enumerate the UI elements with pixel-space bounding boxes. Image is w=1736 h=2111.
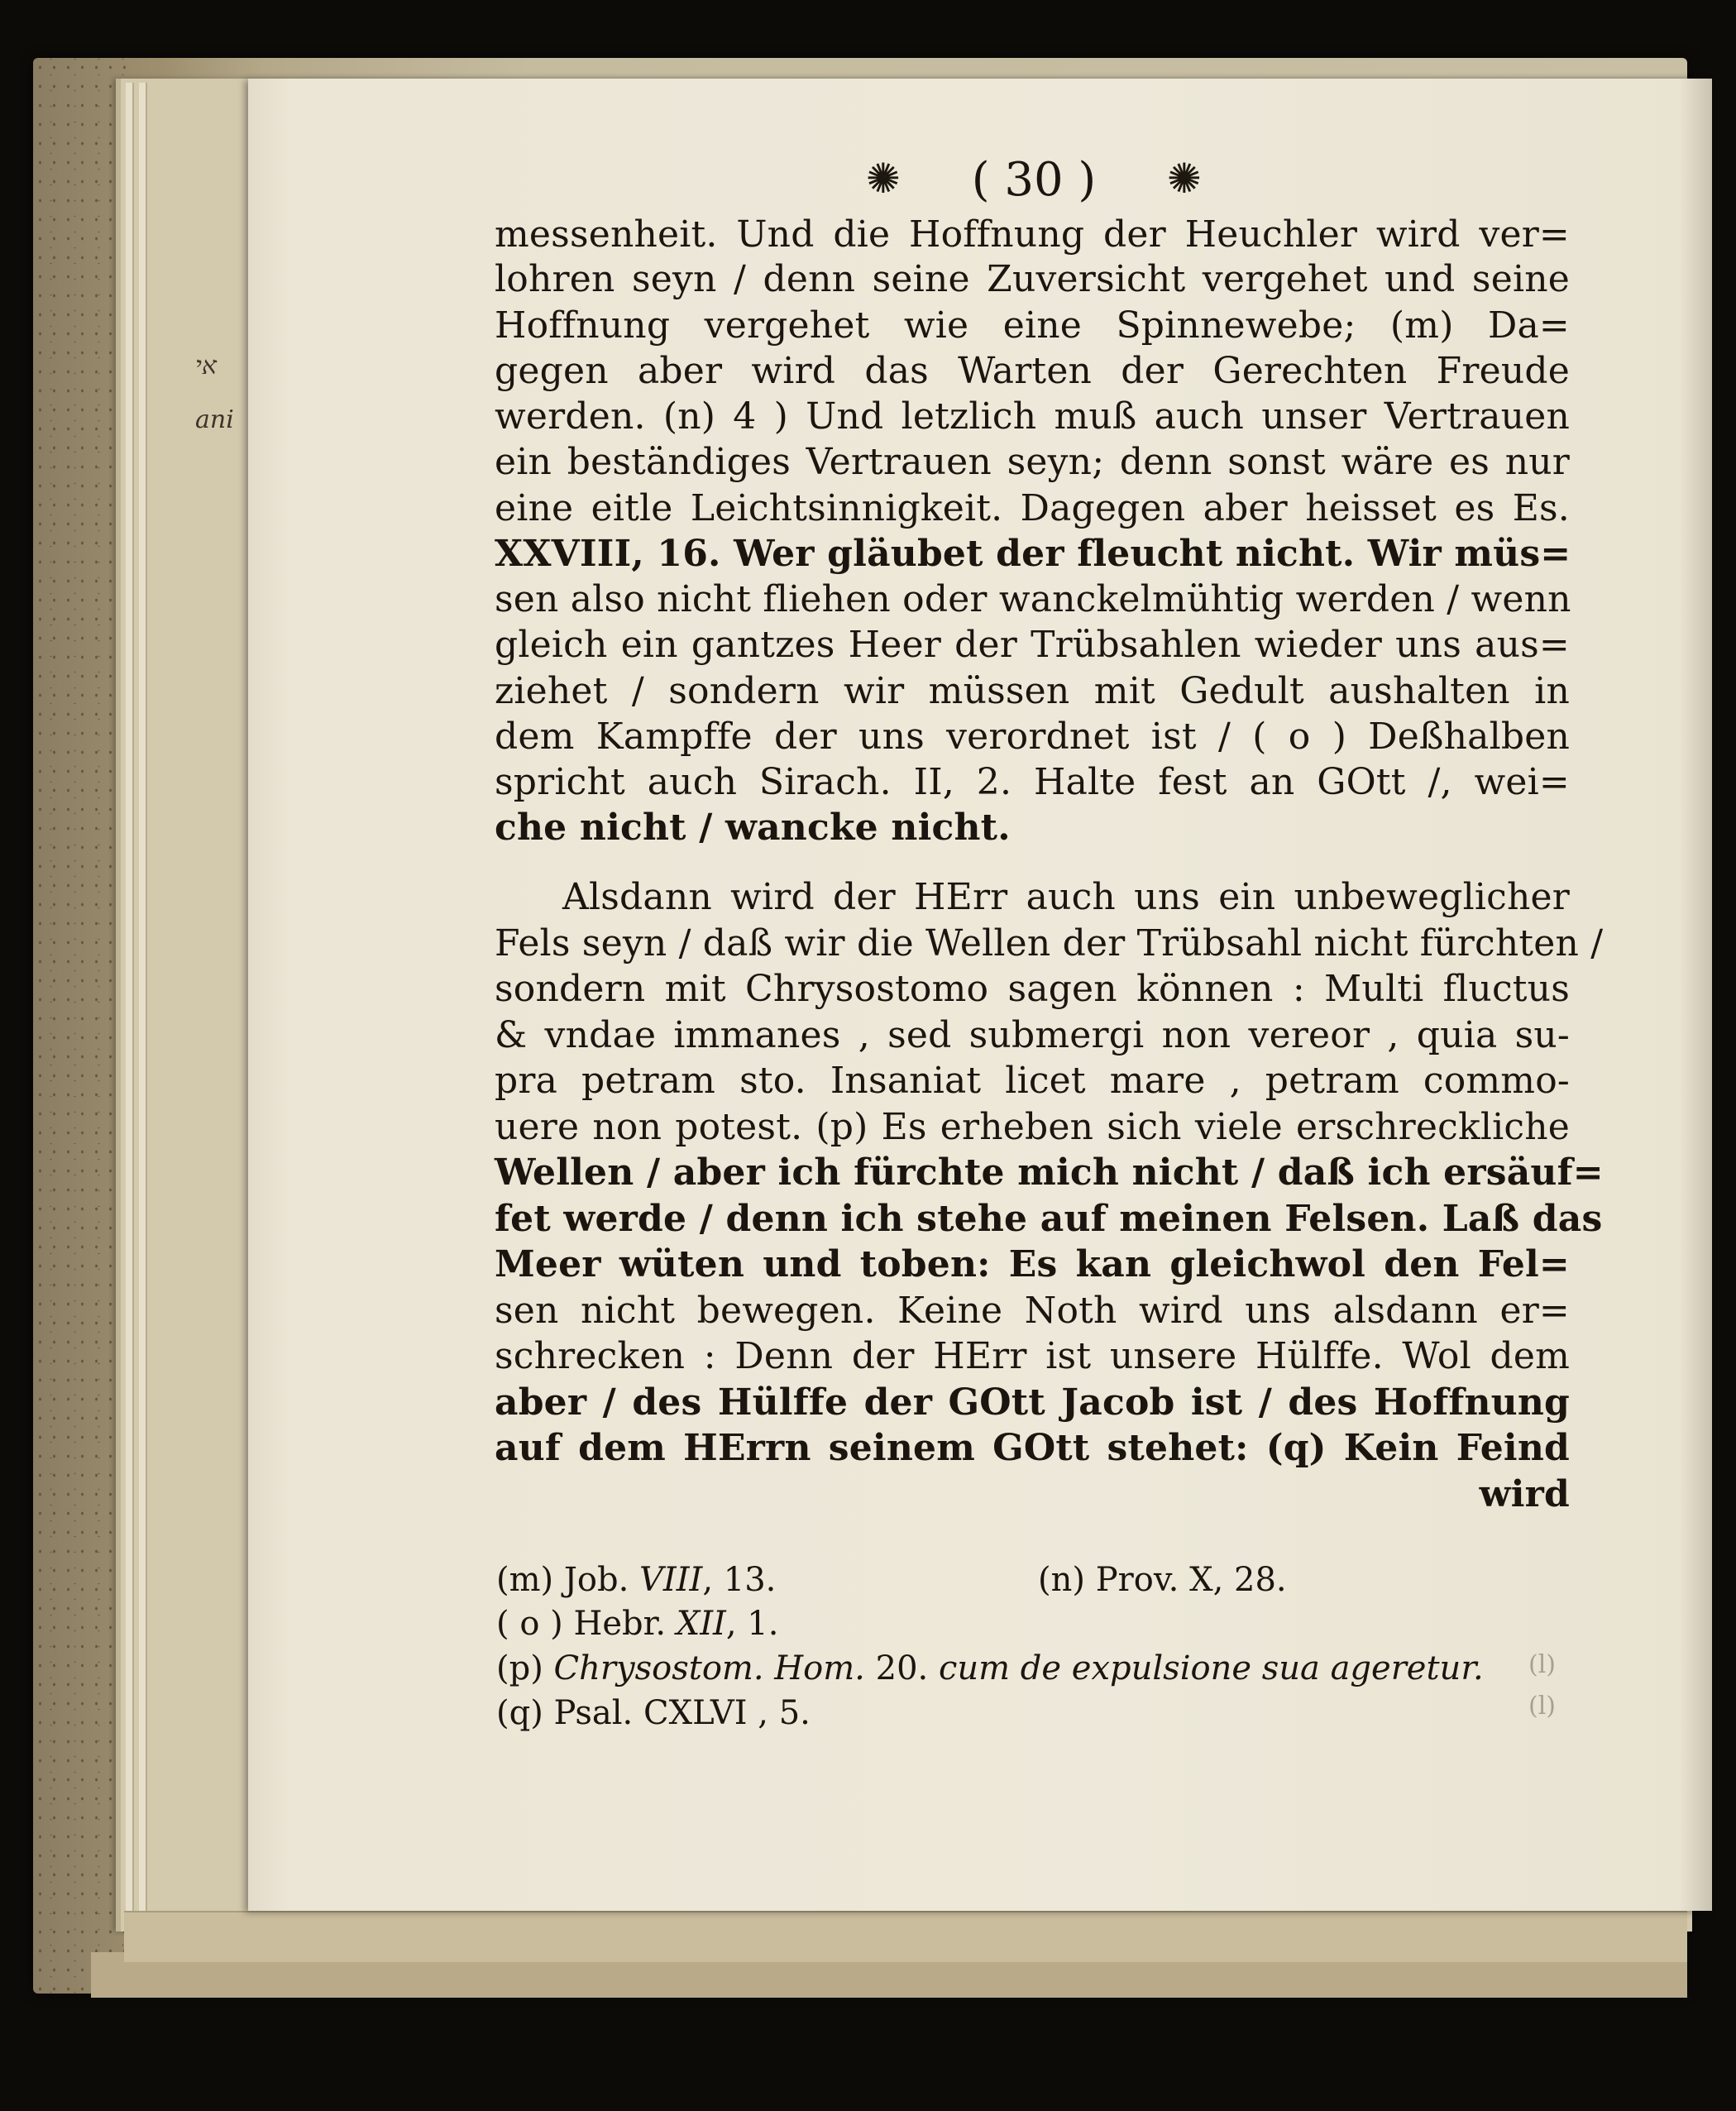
footnote-p — [496, 1648, 1484, 1689]
text-line: spricht auch Sirach. II, 2. Halte fest an GOtt /, wei= — [495, 761, 1570, 803]
text-line: Alsdann wird der HErr auch uns ein unbeweglicher — [562, 876, 1570, 918]
page-gutter-shadow — [1679, 79, 1712, 1911]
text-line: Wellen / aber ich fürchte mich nicht / daß ich ersäuf= — [495, 1151, 1604, 1194]
text-line: & vndae immanes , sed submergi non vereor , quia su- — [495, 1014, 1570, 1056]
catchword: wird — [1479, 1473, 1570, 1515]
text-line: eine eitle Leichtsinnigkeit. Dagegen aber heisset es Es. — [495, 487, 1570, 529]
footnote-q — [496, 1692, 811, 1734]
footnote-n — [1038, 1559, 1287, 1601]
footnote-number: 20. — [875, 1649, 929, 1687]
footnote-rest: , 1. — [725, 1605, 779, 1643]
text-line: che nicht / wancke nicht. — [495, 807, 1011, 849]
footnote-label: (m) — [496, 1561, 554, 1599]
footnote-label: (p) — [496, 1649, 543, 1687]
text-line: messenheit. Und die Hoffnung der Heuchler wird ver= — [495, 213, 1570, 256]
rosette-ornament-icon: ✺ — [866, 155, 901, 203]
text-line: uere non potest. (p) Es erheben sich viele erschreckliche — [495, 1106, 1570, 1148]
footnote-text: Psal. CXLVI , 5. — [553, 1694, 811, 1732]
footnote-m — [496, 1559, 776, 1601]
text-line: werden. (n) 4 ) Und letzlich muß auch unser Vertrauen — [495, 395, 1570, 438]
text-line: Hoffnung vergehet wie eine Spinnewebe; (m) Da= — [495, 304, 1570, 347]
footnote-text: Prov. X, 28. — [1095, 1561, 1287, 1599]
page-number: ( 30 ) — [971, 153, 1097, 207]
bleed-through-fragment: (l) — [1528, 1692, 1557, 1721]
footnote-text: Chrysostom. Hom. — [553, 1649, 865, 1687]
footnote-label: (n) — [1038, 1561, 1085, 1599]
text-line: sondern mit Chrysostomo sagen können : Multi fluctus — [495, 968, 1570, 1010]
text-line: sen also nicht fliehen oder wanckelmühtig werden / wenn — [495, 578, 1571, 620]
text-line: fet werde / denn ich stehe auf meinen Felsen. Laß das — [495, 1198, 1603, 1240]
text-line: pra petram sto. Insaniat licet mare , petram commo- — [495, 1060, 1570, 1102]
text-line: XXVIII, 16. Wer gläubet der fleucht nicht. Wir müs= — [495, 533, 1571, 575]
text-line: auf dem HErrn seinem GOtt stehet: (q) Kein Feind — [495, 1427, 1570, 1469]
text-line: gleich ein gantzes Heer der Trübsahlen wieder uns aus= — [495, 624, 1570, 666]
text-line: aber / des Hülffe der GOtt Jacob ist / des Hoffnung — [495, 1381, 1570, 1424]
text-line: ein beständiges Vertrauen seyn; denn sonst wäre es nur — [495, 441, 1570, 483]
text-line: schrecken : Denn der HErr ist unsere Hülffe. Wol dem — [495, 1335, 1570, 1377]
bleed-through-fragment: (l) — [1528, 1650, 1557, 1679]
text-line: Fels seyn / daß wir die Wellen der Trübsahl nicht fürchten / — [495, 922, 1604, 965]
footnote-tail: cum de expulsione sua ageretur. — [938, 1649, 1484, 1687]
footnote-label: ( o ) — [496, 1605, 563, 1643]
footnote-volume: VIII — [639, 1561, 703, 1599]
text-line: gegen aber wird das Warten der Gerechten Freude — [495, 350, 1570, 392]
footnote-ref: Job. — [563, 1561, 629, 1599]
page-header — [860, 147, 1208, 213]
page-edge — [139, 83, 147, 1911]
footnote-o — [496, 1603, 778, 1644]
footnote-ref: Hebr. — [573, 1605, 667, 1643]
margin-fragment-1: אי — [195, 352, 217, 381]
footnote-rest: , 13. — [702, 1561, 777, 1599]
text-line: dem Kampffe der uns verordnet ist / ( o ) Deßhalben — [495, 716, 1570, 758]
page-stack-bottom — [124, 1911, 1687, 1962]
text-line: sen nicht bewegen. Keine Noth wird uns alsdann er= — [495, 1290, 1570, 1332]
footnote-volume: XII — [676, 1605, 726, 1643]
text-line: ziehet / sondern wir müssen mit Gedult aushalten in — [495, 670, 1570, 712]
text-line: Meer wüten und toben: Es kan gleichwol den Fel= — [495, 1243, 1570, 1285]
footnote-label: (q) — [496, 1694, 543, 1732]
margin-fragment-2: ani — [195, 405, 234, 434]
page-edge — [126, 83, 134, 1911]
text-line: lohren seyn / denn seine Zuversicht vergehet und seine — [495, 258, 1570, 300]
rosette-ornament-icon: ✺ — [1167, 155, 1202, 203]
